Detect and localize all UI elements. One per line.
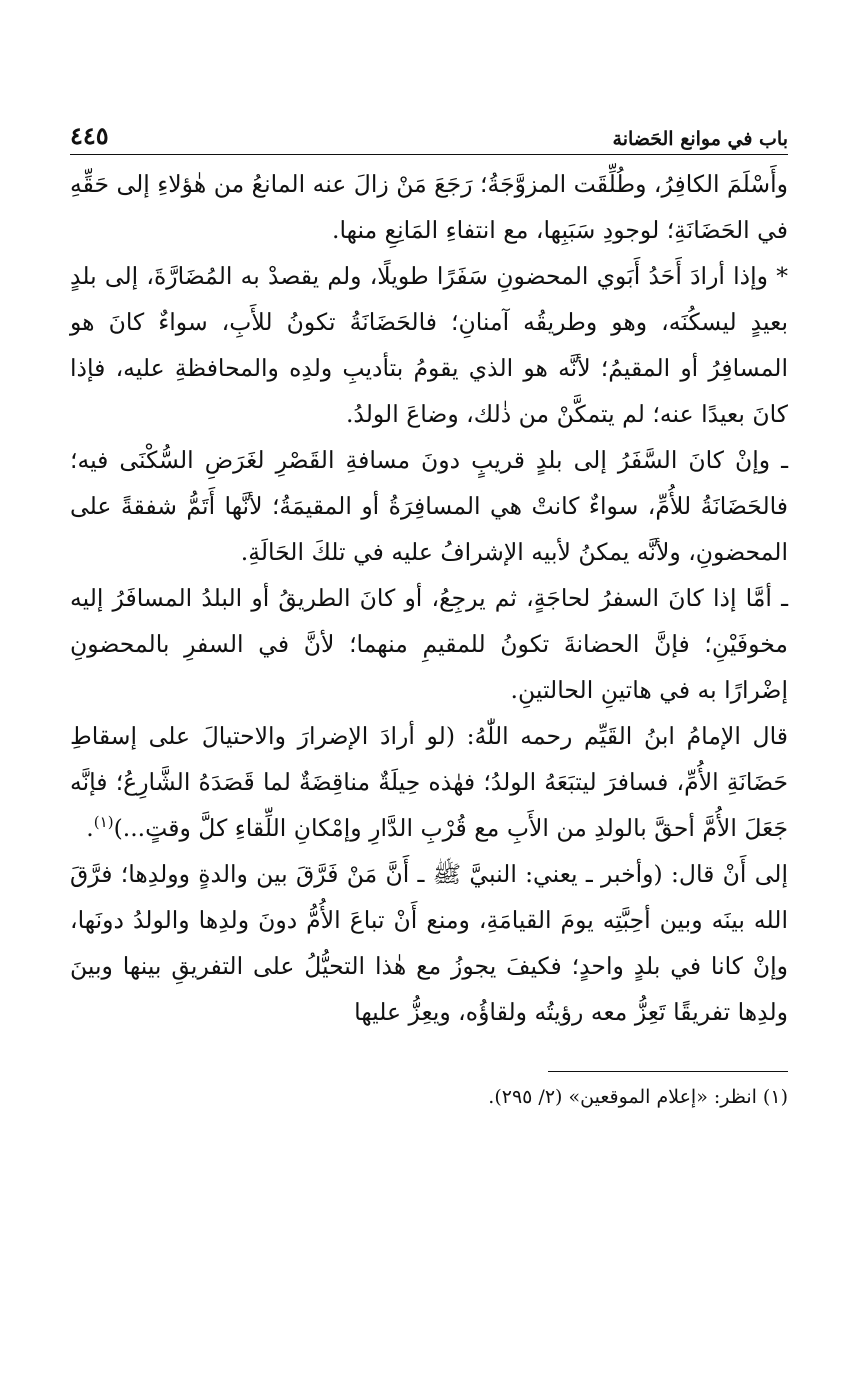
page-number: ٤٤٥ bbox=[70, 121, 109, 150]
footnote: (١) انظر: «إعلام الموقعين» (٢/ ٢٩٥). bbox=[488, 1086, 788, 1108]
quote-text: قال الإمامُ ابنُ القَيِّم رحمه اللّٰهُ: (لو أرادَ الإضرارَ والاحتيالَ على إسقاطِ حَضَانَةِ الأُمِّ، فسافرَ ليتبَعَهُ الولدُ؛ فهٰذه حِيلَةٌ مناقِضَةٌ لما قَصَدَهُ الشَّارِعُ؛ فإنَّه جَعَلَ الأُمَّ أحقَّ بالولدِ من الأَبِ مع قُرْبِ الدَّارِ وإمْكانِ اللِّقاءِ كلَّ وقتٍ...) bbox=[70, 722, 788, 842]
paragraph: * وإذا أرادَ أَحَدُ أَبَوي المحضونِ سَفَرًا طويلًا، ولم يقصدْ به المُضَارَّةَ، إلى بلدٍ بعيدٍ ليسكُنَه، وهو وطريقُه آمنانِ؛ فالحَضَانَةُ تكونُ للأَبِ، سواءٌ كانَ هو المسافِرُ أو المقيمُ؛ لأنَّه هو الذي يقومُ بتأديبِ ولدِه والمحافظةِ عليه، فإذا كانَ بعيدًا عنه؛ لم يتمكَّنْ من ذٰلك، وضاعَ الولدُ. bbox=[70, 262, 788, 428]
paragraph: وأَسْلَمَ الكافِرُ، وطُلِّقَت المزوَّجَةُ؛ رَجَعَ مَنْ زالَ عنه المانعُ من هٰؤلاءِ إلى حَقِّهِ في الحَضَانَةِ؛ لوجودِ سَبَبِها، مع انتفاءِ المَانِعِ منها. bbox=[70, 170, 788, 244]
paragraph: ـ أمَّا إذا كانَ السفرُ لحاجَةٍ، ثم يرجِعُ، أو كانَ الطريقُ أو البلدُ المسافَرُ إليه مخوفَيْنِ؛ فإنَّ الحضانةَ تكونُ للمقيمِ منهما؛ لأنَّ في السفرِ بالمحضونِ إضْرارًا به في هاتينِ الحالتينِ. bbox=[70, 584, 788, 704]
footnote-rule bbox=[548, 1071, 788, 1072]
paragraph-end: . bbox=[86, 814, 94, 842]
header-rule bbox=[70, 154, 788, 155]
paragraph-with-footnote bbox=[70, 713, 788, 851]
page-header bbox=[70, 110, 788, 154]
paragraph: ـ وإنْ كانَ السَّفَرُ إلى بلدٍ قريبٍ دونَ مسافةِ القَصْرِ لغَرَضِ السُّكْنَى فيه؛ فالحَضَانَةُ للأُمِّ، سواءٌ كانتْ هي المسافِرَةُ أو المقيمَةُ؛ لأنَّها أَتَمُّ شفقةً على المحضونِ، ولأنَّه يمكنُ لأبيه الإشرافُ عليه في تلكَ الحَالَةِ. bbox=[70, 446, 788, 566]
book-page bbox=[70, 110, 788, 1112]
paragraph: إلى أَنْ قال: (وأخبر ـ يعني: النبيَّ ﷺ ـ أَنَّ مَنْ فَرَّقَ بين والدةٍ وولدِها؛ فرَّقَ الله بينَه وبين أحِبَّتِه يومَ القيامَةِ، ومنع أَنْ تباعَ الأُمُّ دونَ ولدِها والولدُ دونَها، وإنْ كانا في بلدٍ واحدٍ؛ فكيفَ يجوزُ مع هٰذا التحيُّلُ على التفريقِ بينها وبينَ ولدِها تفريقًا تَعِزُّ معه رؤيتُه ولقاؤُه، ويعِزُّ عليها bbox=[70, 860, 788, 1026]
running-head: باب في موانع الحَضانة bbox=[612, 128, 788, 150]
main-text bbox=[70, 161, 788, 1035]
footnote-ref: (١) bbox=[93, 813, 114, 832]
